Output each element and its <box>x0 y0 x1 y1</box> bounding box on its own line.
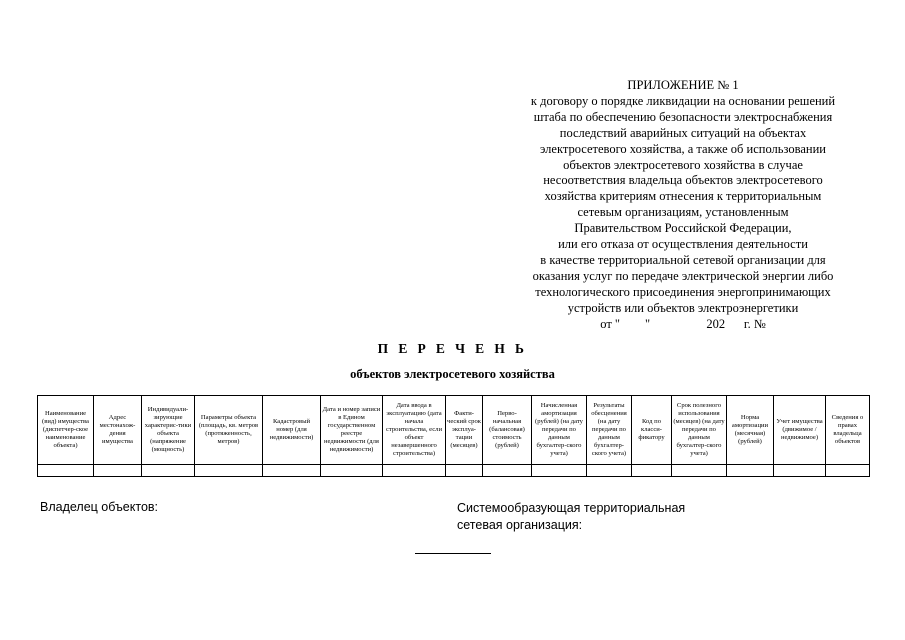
appendix-line: технологического присоединения энергопринимающих <box>535 284 831 299</box>
table-cell <box>195 465 263 477</box>
appendix-line: Правительством Российской Федерации, <box>574 221 792 236</box>
document-subtitle: объектов электросетевого хозяйства <box>350 367 555 381</box>
column-header: Адрес местонахож-дения имущества <box>94 396 142 465</box>
table-cell <box>532 465 587 477</box>
column-header: Параметры объекта (площадь, кв. метров (протяженность, метров) <box>195 396 263 465</box>
table-cell <box>826 465 870 477</box>
column-header: Начисленная амортизация (рублей) (на дату передачи по данным бухгалтер-ского учета) <box>532 396 587 465</box>
appendix-line: хозяйства критериям отнесения к территориальным <box>544 189 822 204</box>
column-header: Наименование (вид) имущества (диспетчер-ское наименование объекта) <box>38 396 94 465</box>
table-cell <box>94 465 142 477</box>
table-cell <box>446 465 483 477</box>
appendix-line: оказания услуг по передаче электрической энергии либо <box>532 268 834 283</box>
table-cell <box>383 465 446 477</box>
column-header: Дата и номер записи в Едином государственном реестре недвижимости (для недвижимости) <box>321 396 383 465</box>
appendix-header <box>492 78 874 333</box>
column-header: Срок полезного использования (месяцев) (на дату передачи по данным бухгалтер-ского учета) <box>672 396 727 465</box>
column-header: Учет имущества (движимое / недвижимое) <box>774 396 826 465</box>
appendix-line: ПРИЛОЖЕНИЕ № 1 <box>627 78 739 92</box>
table-cell <box>587 465 632 477</box>
appendix-line: объектов электросетевого хозяйства в случае <box>563 157 803 172</box>
table-cell <box>632 465 672 477</box>
appendix-line: сетевым организациям, установленным <box>577 205 789 220</box>
column-header: Дата ввода в эксплуатацию (дата начала строительства, если объект незавершенного строительства) <box>383 396 446 465</box>
document-title: П Е Р Е Ч Е Н Ь <box>377 341 528 356</box>
table-cell <box>142 465 195 477</box>
column-header: Факти-ческий срок эксплуа-тации (месяцев) <box>446 396 483 465</box>
table-cell <box>321 465 383 477</box>
appendix-line: последствий аварийных ситуаций на объектах <box>559 125 807 140</box>
table-cell <box>774 465 826 477</box>
column-header: Перво-начальная (балансовая) стоимость (рублей) <box>483 396 532 465</box>
appendix-line: в качестве территориальной сетевой организации для <box>540 252 826 267</box>
owner-signature-label: Владелец объектов: <box>40 500 159 514</box>
appendix-line: штаба по обеспечению безопасности электроснабжения <box>533 109 833 124</box>
table-cell <box>483 465 532 477</box>
column-header: Результаты обесценения (на дату передачи по данным бухгалтер-ского учета) <box>587 396 632 465</box>
column-header: Сведения о правах владельца объектов <box>826 396 870 465</box>
table-cell <box>263 465 321 477</box>
column-header: Индивидуали-зирующие характерис-тики объекта (напряжение (мощность) <box>142 396 195 465</box>
objects-table <box>37 395 870 477</box>
appendix-line: или его отказа от осуществления деятельности <box>558 237 808 252</box>
organization-signature-label <box>457 500 757 533</box>
table-cell <box>672 465 727 477</box>
organization-label-line: сетевая организация: <box>457 517 583 532</box>
table-cell <box>38 465 94 477</box>
appendix-line: к договору о порядке ликвидации на основании решений <box>530 93 836 108</box>
column-header: Кадастровый номер (для недвижимости) <box>263 396 321 465</box>
table-header-row <box>38 396 870 465</box>
column-header: Код по класси-фикатору <box>632 396 672 465</box>
appendix-line: электросетевого хозяйства, а также об использовании <box>540 141 826 156</box>
appendix-date-number-line: от " " 202 г. № <box>600 316 766 331</box>
appendix-line: устройств или объектов электроэнергетики <box>567 300 799 315</box>
column-header: Норма амортизации (месячная) (рублей) <box>727 396 774 465</box>
table-cell <box>727 465 774 477</box>
signature-line <box>415 553 491 554</box>
appendix-line: несоответствия владельца объектов электросетевого <box>543 173 823 188</box>
organization-label-line: Системообразующая территориальная <box>457 501 686 515</box>
table-row <box>38 465 870 477</box>
